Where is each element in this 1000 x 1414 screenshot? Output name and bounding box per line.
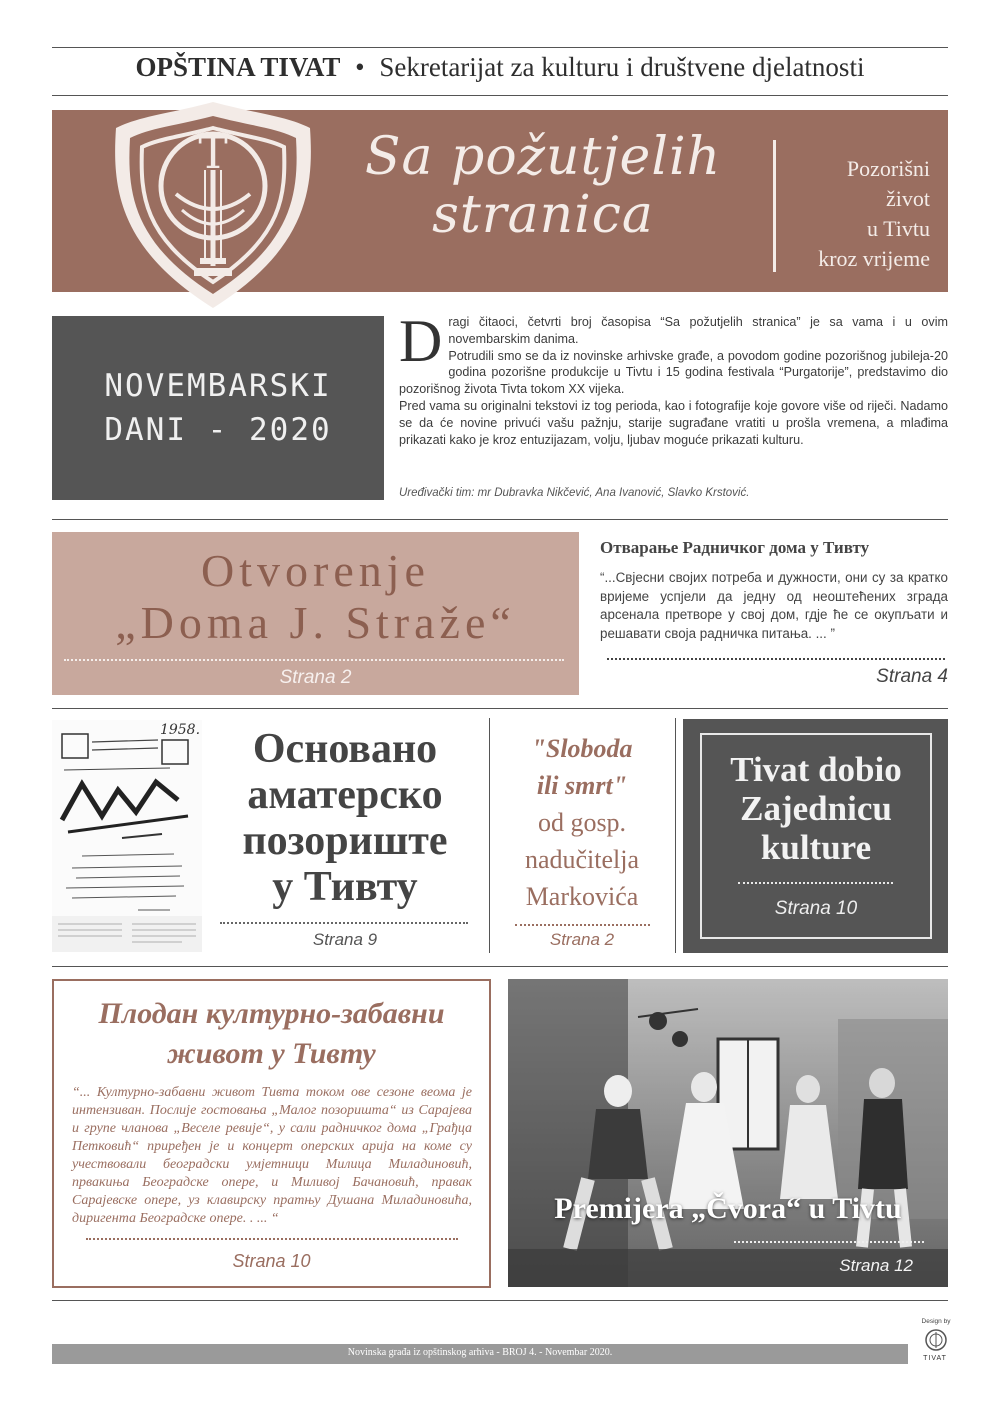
story-radnicki-dom-page[interactable]: Strana 4 — [876, 666, 948, 687]
story-cvora-title[interactable]: Premijera „Čvora“ u Tivtu — [554, 1192, 902, 1225]
title-line: аматерско — [247, 772, 443, 818]
story-plodan-excerpt: “... Културно-забавни живот Тивта током ове сезоне веома је интензиван. Послије гостовања „Малог позоришта“ из Сарајева и групе чланова „Веселе ревије“, у сали радничког дома „Грађца Петковић“ приређен је и концерт оперских арија на коме су учествовали београдски умјетници Милица Миладиновић, првакиња Београдске опере, и Миливој Бачановић, правак Сарајевске опере, уз клавирску пратњу Душана Миладиновића, диригента Београдске опере. . ... “ — [72, 1085, 472, 1226]
edition-label — [52, 364, 384, 452]
title-line: живот у Тивту — [167, 1037, 376, 1070]
subtitle-line: Pozorišni — [846, 156, 930, 181]
story-plodan-title[interactable] — [60, 994, 483, 1074]
author-line: od gosp. — [537, 808, 627, 837]
title-line: Tivat dobio — [730, 750, 902, 789]
subtitle-line: kroz vrijeme — [818, 246, 930, 271]
dotted-separator — [734, 1241, 924, 1243]
masthead-title-line1: Sa požutjelih — [364, 127, 722, 187]
story-doma-title[interactable] — [52, 545, 579, 649]
column-divider — [675, 718, 676, 953]
story-radnicki-dom-excerpt: “...Свјесни својих потреба и дужности, они су за кратко вријеме успјели да једну од неоштећених зграда арсенала претворе у свој дом, гдје ће се окупљати и решавати своја радничка питања. ... ” — [600, 570, 948, 641]
masthead-title-line2: stranica — [432, 185, 654, 245]
story-doma-page[interactable]: Strana 2 — [279, 667, 352, 688]
intro-text — [399, 308, 948, 448]
story-cvora-page[interactable]: Strana 12 — [839, 1256, 913, 1275]
header-top-rule — [52, 47, 948, 48]
masthead-title — [318, 128, 768, 244]
footer-text: Novinska građa iz opštinskog arhiva - BROJ 4. - Novembar 2020. — [347, 1347, 613, 1358]
page-header — [52, 52, 948, 83]
edition-line1: NOVEMBARSKI — [104, 368, 332, 404]
intro-paragraph: Pred vama su originalni tekstovi iz tog perioda, kao i fotografije koje govore više od riječi. Nadamo se da će novine privući vašu pažnju, starije sugrađane vratiti u prošla vremena, a mlađima prikazati kako je kroz entuzijazam, volju, ljubav moguće prikazati kulturu. — [399, 398, 948, 447]
author-line: Markovića — [525, 882, 639, 911]
dotted-separator — [607, 658, 945, 660]
crest-logo-icon — [108, 98, 318, 312]
dotted-separator — [64, 659, 564, 661]
story-doma-title-line1: Otvorenje — [201, 545, 430, 596]
svg-text:1958.: 1958. — [159, 722, 201, 738]
intro-paragraph: ragi čitaoci, četvrti broj časopisa “Sa požutjelih stranica” je sa vama i u ovim novembarskim danima. — [448, 315, 948, 346]
title-line: "Sloboda — [531, 734, 633, 763]
dotted-separator — [515, 924, 650, 926]
title-line: kulture — [760, 828, 872, 867]
story-doma-title-line2: „Doma J. Straže“ — [115, 597, 516, 648]
tivat-logo-text: TIVAT — [923, 1355, 947, 1362]
title-line: Плодан културно-забавни — [98, 997, 445, 1030]
author-line: nadučitelja — [524, 845, 640, 874]
story-radnicki-dom-title[interactable]: Отварање Радничког дома у Тивту — [600, 538, 870, 557]
title-line: Zajednicu — [740, 789, 892, 828]
title-line: Основано — [252, 726, 438, 772]
edition-line2: DANI - 2020 — [104, 412, 332, 448]
section-rule — [52, 1300, 948, 1301]
theatre-poster-image-icon — [52, 720, 202, 952]
story-amatersko-page[interactable]: Strana 9 — [312, 930, 378, 949]
editorial-team: Uređivački tim: mr Dubravka Nikčević, Ana Ivanović, Slavko Krstović. — [399, 487, 750, 499]
subtitle-line: život — [886, 186, 930, 211]
masthead-divider — [773, 140, 776, 272]
design-by-label: Design by — [921, 1318, 951, 1325]
subtitle-line: u Tivtu — [867, 216, 930, 241]
title-line: ili smrt" — [536, 771, 628, 800]
header-bottom-rule — [52, 95, 948, 96]
story-sloboda-page[interactable]: Strana 2 — [549, 930, 615, 949]
dotted-separator — [738, 882, 893, 884]
story-amatersko-title[interactable] — [212, 726, 478, 910]
story-zajednica-page[interactable]: Strana 10 — [774, 898, 858, 919]
section-rule — [52, 519, 948, 520]
section-rule — [52, 966, 948, 967]
masthead-subtitle — [780, 154, 930, 274]
dotted-separator — [86, 1238, 458, 1240]
dotted-separator — [220, 922, 468, 924]
intro-paragraph: Potrudili smo se da iz novinske arhivske građe, a povodom godine pozorišnog jubileja-20 godina pozorišne produkcije u Tivtu i 15 godina festivala “Purgatorije”, predstavimo dio pozorišnog života Tivta tokom XX vijeka. — [399, 348, 948, 397]
story-sloboda-title[interactable] — [493, 730, 671, 915]
drop-cap: D — [399, 308, 443, 374]
story-plodan-page[interactable]: Strana 10 — [232, 1251, 311, 1271]
title-line: позориште — [242, 818, 448, 864]
municipality-name: OPŠTINA TIVAT — [135, 52, 341, 82]
title-line: у Тивту — [272, 864, 418, 910]
section-rule — [52, 708, 948, 709]
svg-text:T: T — [198, 128, 228, 179]
header-separator: • — [355, 52, 365, 82]
story-zajednica-title[interactable] — [700, 750, 932, 867]
column-divider — [489, 718, 490, 953]
secretariat-name: Sekretarijat za kulturu i društvene djelatnosti — [379, 52, 865, 82]
